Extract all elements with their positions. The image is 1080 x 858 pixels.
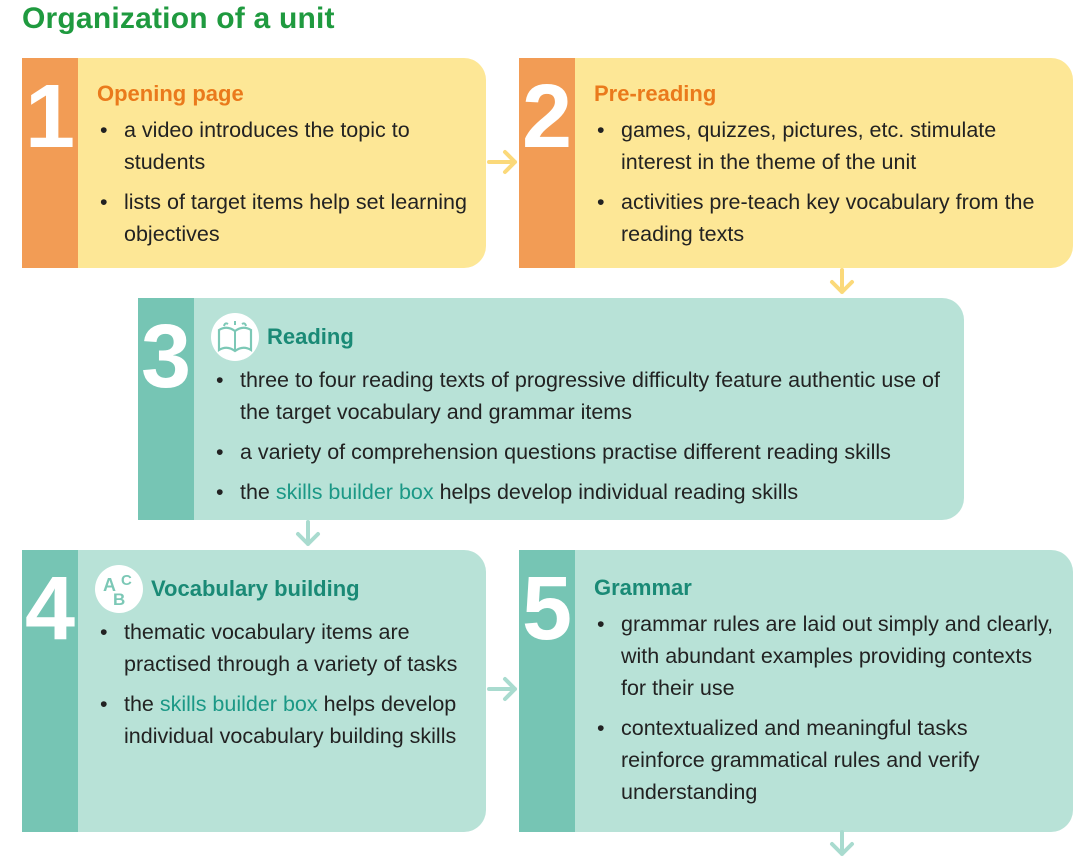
list-item: • activities pre-teach key vocabulary from the reading texts bbox=[597, 190, 1035, 246]
list-item: • grammar rules are laid out simply and clearly, with abundant examples providing contexts for their use bbox=[597, 612, 1054, 700]
step-5-heading: Grammar bbox=[594, 575, 692, 600]
list-item: • thematic vocabulary items are practised through a variety of tasks bbox=[100, 620, 458, 676]
arrow-right-icon bbox=[487, 148, 519, 176]
step-5-number-strip bbox=[519, 550, 575, 832]
list-item: • games, quizzes, pictures, etc. stimulate interest in the theme of the unit bbox=[597, 118, 997, 174]
list-item: • contextualized and meaningful tasks reinforce grammatical rules and verify understanding bbox=[597, 716, 980, 804]
open-book-icon bbox=[211, 313, 259, 361]
step-1-number: 1 bbox=[24, 67, 76, 167]
svg-text:A: A bbox=[103, 575, 116, 595]
step-4-heading: Vocabulary building bbox=[151, 576, 360, 601]
list-item: • the skills builder box helps develop individual reading skills bbox=[216, 480, 799, 504]
skills-builder-highlight: skills builder box bbox=[159, 692, 318, 716]
page-title: Organization of a unit bbox=[22, 2, 335, 35]
step-5-card bbox=[519, 550, 1073, 832]
arrow-right-icon bbox=[487, 675, 519, 703]
abc-letters-icon bbox=[95, 565, 143, 613]
arrow-down-icon bbox=[292, 520, 324, 548]
svg-text:B: B bbox=[113, 590, 126, 609]
step-2-number-strip bbox=[519, 58, 575, 268]
step-3-heading-row bbox=[211, 312, 948, 362]
list-item: • three to four reading texts of progressive difficulty feature authentic use of the target vocabulary and grammar items bbox=[216, 368, 940, 424]
step-2-heading: Pre-reading bbox=[594, 81, 717, 106]
step-2-bullet-list bbox=[594, 114, 1057, 250]
step-4-number: 4 bbox=[24, 559, 76, 659]
skills-builder-highlight: skills builder box bbox=[275, 480, 434, 504]
arrow-down-icon bbox=[826, 268, 858, 296]
list-item: • the skills builder box helps develop individual vocabulary building skills bbox=[100, 692, 457, 748]
step-1-number-strip bbox=[22, 58, 78, 268]
step-5-number: 5 bbox=[521, 559, 573, 659]
step-3-card bbox=[138, 298, 964, 520]
step-5-bullet-list bbox=[594, 608, 1057, 808]
step-3-bullet-list bbox=[213, 364, 948, 508]
list-item: • a video introduces the topic to students bbox=[100, 118, 410, 174]
step-4-heading-row bbox=[95, 564, 470, 614]
step-4-number-strip bbox=[22, 550, 78, 832]
svg-text:C: C bbox=[121, 572, 132, 589]
step-2-number: 2 bbox=[521, 67, 573, 167]
step-1-bullet-list bbox=[97, 114, 470, 250]
list-item: • lists of target items help set learning objectives bbox=[100, 190, 467, 246]
step-4-card bbox=[22, 550, 486, 832]
step-3-number: 3 bbox=[140, 307, 192, 407]
arrow-down-icon bbox=[826, 830, 858, 858]
step-4-bullet-list bbox=[97, 616, 470, 752]
step-1-card bbox=[22, 58, 486, 268]
step-3-number-strip bbox=[138, 298, 194, 520]
step-2-card bbox=[519, 58, 1073, 268]
step-1-heading: Opening page bbox=[97, 81, 244, 106]
list-item: • a variety of comprehension questions practise different reading skills bbox=[216, 440, 891, 464]
step-3-heading: Reading bbox=[267, 324, 354, 349]
